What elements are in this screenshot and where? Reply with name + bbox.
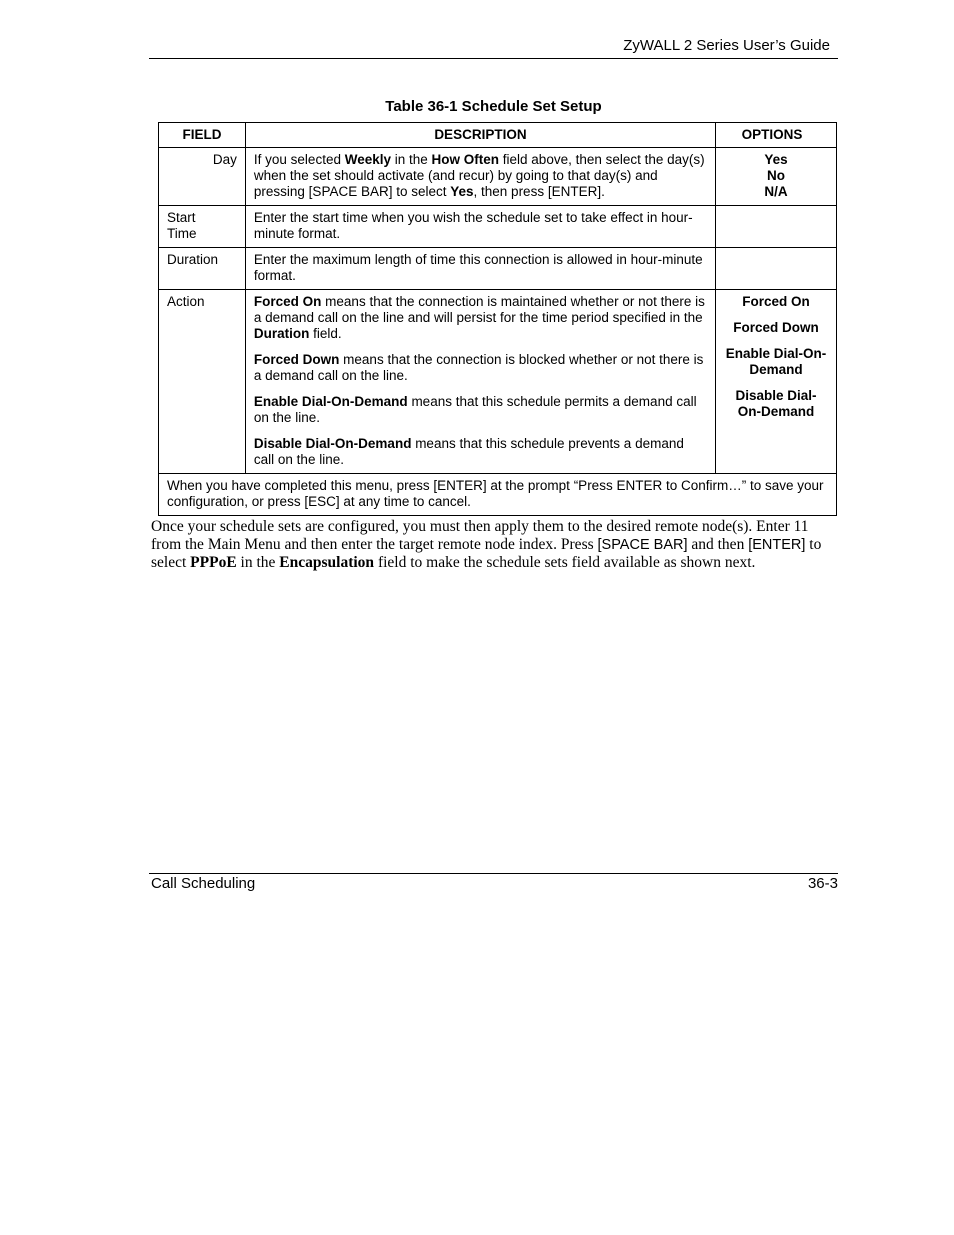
option-enable-dial-on-demand: Enable Dial-On-Demand	[725, 346, 827, 377]
option-forced-on: Forced On	[742, 294, 810, 309]
action-disable-dod-text: Disable Dial-On-Demand means that this schedule prevents a demand call on the line.	[253, 436, 684, 467]
option-forced-down: Forced Down	[733, 320, 819, 335]
table-row	[159, 206, 837, 248]
footer-page-number: 36-3	[807, 875, 838, 892]
options-cell	[716, 206, 837, 248]
running-header: ZyWALL 2 Series User’s Guide	[623, 37, 830, 54]
column-header-options-label: OPTIONS	[741, 127, 803, 142]
option-no: No	[767, 168, 785, 183]
description-cell	[245, 290, 715, 474]
body-paragraph: Once your schedule sets are configured, you must then apply them to the desired remote node(s). Enter 11 from the Main Menu and then enter the target remote node index. Press [SPACE BAR] and then [ENTER] to select PPPoE in the Encapsulation field to make the schedule sets field available as shown next.	[151, 518, 822, 571]
field-cell: Day	[159, 148, 246, 206]
action-forced-on-text: Forced On means that the connection is maintained whether or not there is a demand call on the line and will persist for the time period specified in the Duration field.	[253, 294, 705, 341]
table-footer-note: When you have completed this menu, press [ENTER] at the prompt “Press ENTER to Confirm…” to save your configuration, or press [ESC] at any time to cancel.	[159, 474, 837, 516]
table-caption: Table 36-1 Schedule Set Setup	[385, 98, 602, 115]
column-header-field: FIELD	[159, 123, 246, 148]
field-cell: Duration	[159, 248, 246, 290]
options-cell	[716, 148, 837, 206]
options-cell	[716, 290, 837, 474]
table-footer-row	[159, 474, 837, 516]
column-header-options	[716, 123, 837, 148]
action-forced-down-text: Forced Down means that the connection is blocked whether or not there is a demand call on the line.	[253, 352, 704, 383]
table-header-row	[159, 123, 837, 148]
table-row	[159, 148, 837, 206]
footer-section-title: Call Scheduling	[151, 875, 256, 892]
description-cell: Enter the maximum length of time this connection is allowed in hour-minute format.	[245, 248, 715, 290]
field-cell: Start Time	[159, 206, 246, 248]
action-enable-dod-text: Enable Dial-On-Demand means that this schedule permits a demand call on the line.	[253, 394, 697, 425]
field-cell: Action	[159, 290, 246, 474]
table-row	[159, 248, 837, 290]
description-cell: If you selected Weekly in the How Often field above, then select the day(s) when the set should activate (and recur) by going to that day(s) and pressing [SPACE BAR] to select Yes, then press [ENTER].	[245, 148, 715, 206]
schedule-set-table	[158, 122, 837, 516]
description-cell: Enter the start time when you wish the schedule set to take effect in hour-minute format.	[245, 206, 715, 248]
column-header-description: DESCRIPTION	[245, 123, 715, 148]
header-rule	[149, 58, 838, 59]
option-na: N/A	[764, 184, 788, 199]
footer-rule	[149, 873, 838, 874]
option-disable-dial-on-demand: Disable Dial-On-Demand	[735, 388, 817, 419]
table-row	[159, 290, 837, 474]
options-cell	[716, 248, 837, 290]
option-yes: Yes	[764, 152, 788, 167]
